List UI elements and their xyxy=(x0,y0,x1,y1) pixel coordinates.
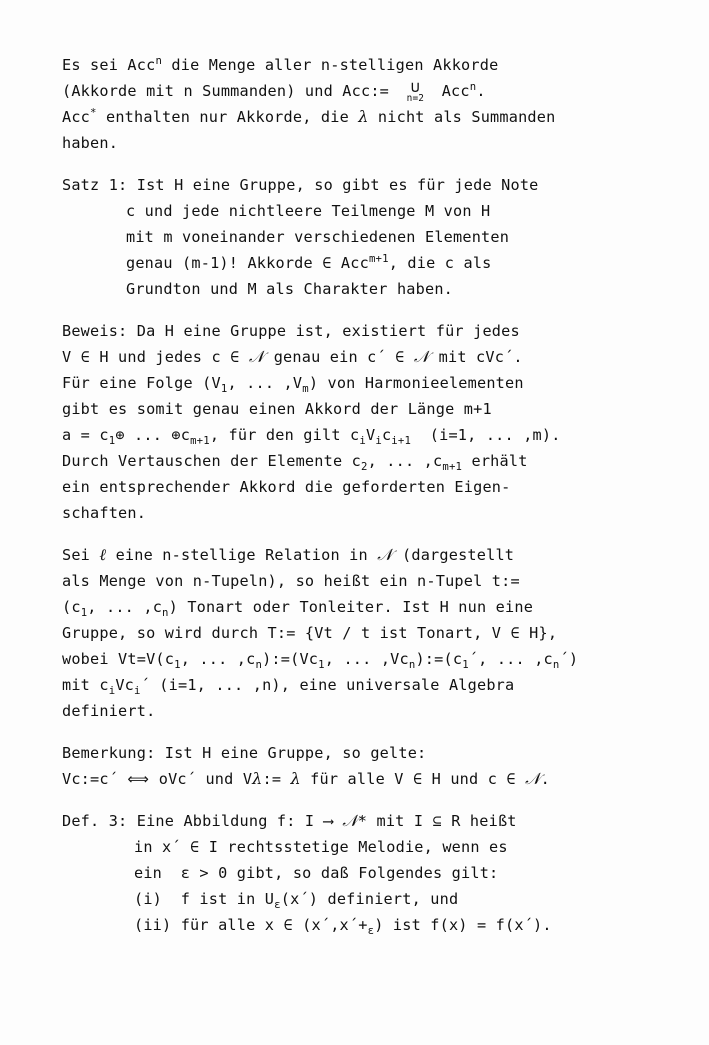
text-run: ein entsprechender Akkord die geforderten Eigen- xyxy=(62,478,511,496)
text-run: als Menge von n-Tupeln), so heißt ein n-Tupel t:= xyxy=(62,572,520,590)
math-symbol: λ xyxy=(290,769,301,788)
subscript: i xyxy=(134,684,141,698)
text-line xyxy=(62,808,662,834)
subscript: i+1 xyxy=(391,434,412,448)
subscript: 1 xyxy=(108,434,116,448)
text-run: ) Tonart oder Tonleiter. Ist H nun eine xyxy=(168,598,534,616)
subscript: n xyxy=(552,658,560,672)
subscript: i xyxy=(359,434,366,448)
math-symbol: 𝒩 xyxy=(342,811,358,830)
text-run: Grundton und M als Charakter haben. xyxy=(126,280,454,298)
text-line xyxy=(62,886,662,912)
math-symbol: 𝒩 xyxy=(413,347,430,366)
math-symbol: λ xyxy=(252,769,263,788)
text-run: (dargestellt xyxy=(392,546,515,564)
text-run: a = c xyxy=(62,426,109,444)
text-line xyxy=(62,594,662,620)
subscript: ε xyxy=(367,924,375,938)
text-run: Vc xyxy=(115,676,135,694)
text-line xyxy=(62,672,662,698)
text-line xyxy=(62,474,662,500)
text-run: , ... ,c xyxy=(87,598,163,616)
subscript: ε xyxy=(274,898,281,912)
math-symbol: ℓ xyxy=(99,545,107,564)
text-run: wobei Vt=V(c xyxy=(62,650,175,668)
superscript: * xyxy=(90,105,97,119)
text-run: ) ist f(x) = f(x´). xyxy=(374,916,552,934)
text-line xyxy=(62,620,662,646)
text-run: Durch Vertauschen der Elemente c xyxy=(62,452,361,470)
text-line xyxy=(62,104,662,130)
text-run: mit m voneinander verschiedenen Elementen xyxy=(126,228,510,246)
text-run: ⊕ ... ⊕c xyxy=(115,426,191,444)
subscript: n xyxy=(255,658,263,672)
text-run: eine n-stellige Relation in xyxy=(106,546,378,564)
superscript: m+1 xyxy=(368,251,389,265)
text-run: c und jede nichtleere Teilmenge M von H xyxy=(126,202,491,220)
math-symbol: λ xyxy=(358,107,369,126)
text-line xyxy=(62,198,662,224)
text-run: , ... ,c xyxy=(180,650,256,668)
text-line xyxy=(62,276,662,302)
text-run: nicht als Summanden xyxy=(368,108,556,126)
text-line xyxy=(62,344,662,370)
text-run: (x´) definiert, und xyxy=(280,890,459,908)
big-union-operator xyxy=(398,76,432,104)
text-run: gibt es somit genau einen Akkord der Länge m+1 xyxy=(62,400,492,418)
text-run: Gruppe, so wird durch T:= {Vt / t ist Tonart, V ∈ H}, xyxy=(62,624,558,642)
text-run: (c xyxy=(62,598,81,616)
text-run: c xyxy=(381,426,392,444)
text-run: V xyxy=(365,426,376,444)
text-line xyxy=(62,250,662,276)
subscript: n xyxy=(408,658,416,672)
text-line xyxy=(62,78,662,104)
text-run: , für den gilt c xyxy=(209,426,360,444)
text-run: Beweis: Da H eine Gruppe ist, existiert für jedes xyxy=(62,322,520,340)
text-run: Für eine Folge (V xyxy=(62,374,221,392)
paragraph-definition-acc xyxy=(62,52,662,156)
paragraph-relation xyxy=(62,542,662,724)
text-run: ´, ... ,c xyxy=(468,650,553,668)
text-line xyxy=(62,422,662,448)
subscript: 1 xyxy=(174,658,181,672)
text-line xyxy=(62,740,662,766)
text-run: , ... ,c xyxy=(367,452,443,470)
text-run: Vc:=c´ ⟺ oVc´ und V xyxy=(62,770,253,788)
text-line xyxy=(62,370,662,396)
text-run: . xyxy=(476,82,486,100)
text-run: ):=(c xyxy=(415,650,463,668)
union-lower-limit: n=2 xyxy=(406,92,425,104)
text-line xyxy=(62,396,662,422)
text-run: für alle V ∈ H und c ∈ xyxy=(300,770,526,788)
paragraph-bemerkung xyxy=(62,740,662,792)
text-run: := xyxy=(262,770,291,788)
math-symbol: 𝒩 xyxy=(248,347,265,366)
text-line xyxy=(62,542,662,568)
superscript: n xyxy=(155,53,163,67)
subscript: m+1 xyxy=(190,434,210,448)
text-line xyxy=(62,912,662,938)
text-run: (Akkorde mit n Summanden) und Acc:= xyxy=(62,82,399,100)
superscript: n xyxy=(469,79,477,93)
text-run: Es sei Acc xyxy=(62,56,156,74)
text-run: mit cVc´. xyxy=(429,348,523,366)
text-run: in x´ ∈ I rechtsstetige Melodie, wenn es xyxy=(134,838,508,856)
paragraph-satz-1 xyxy=(62,172,662,302)
text-run: Acc xyxy=(62,108,91,126)
text-run: haben. xyxy=(62,134,119,152)
math-symbol: 𝒩 xyxy=(377,545,393,564)
text-run: ´ (i=1, ... ,n), eine universale Algebra xyxy=(140,676,515,694)
text-run: V ∈ H und jedes c ∈ xyxy=(62,348,249,366)
text-run: * mit I ⊆ R heißt xyxy=(357,812,517,830)
text-run: genau ein c´ ∈ xyxy=(264,348,414,366)
subscript: m xyxy=(302,382,309,396)
text-line xyxy=(62,646,662,672)
subscript: 2 xyxy=(361,460,368,474)
text-run: , ... ,V xyxy=(227,374,303,392)
document-body xyxy=(62,52,662,954)
text-run: , ... ,Vc xyxy=(324,650,409,668)
text-line xyxy=(62,500,662,526)
subscript: 1 xyxy=(220,382,228,396)
subscript: m+1 xyxy=(442,460,463,474)
text-line xyxy=(62,52,662,78)
text-line xyxy=(62,834,662,860)
text-run: enthalten nur Akkorde, die xyxy=(96,108,359,126)
subscript: i xyxy=(108,684,116,698)
text-line xyxy=(62,448,662,474)
text-run: genau (m-1)! Akkorde ∈ Acc xyxy=(126,254,369,272)
subscript: 1 xyxy=(462,658,469,672)
text-run: erhält xyxy=(462,452,528,470)
union-icon: ∪ xyxy=(410,76,421,96)
text-run: (i) f ist in U xyxy=(134,890,275,908)
text-run: Sei xyxy=(62,546,100,564)
subscript: n xyxy=(162,606,169,620)
subscript: 1 xyxy=(318,658,325,672)
subscript: i xyxy=(375,434,382,448)
subscript: 1 xyxy=(80,606,88,620)
text-run: definiert. xyxy=(62,702,156,720)
paragraph-def-3 xyxy=(62,808,662,938)
text-run: mit c xyxy=(62,676,109,694)
text-run: (ii) für alle x ∈ (x´,x´+ xyxy=(134,916,368,934)
paragraph-beweis xyxy=(62,318,662,526)
text-run: Bemerkung: Ist H eine Gruppe, so gelte: xyxy=(62,744,427,762)
text-run: Def. 3: Eine Abbildung f: I ⟶ xyxy=(62,812,343,830)
text-line xyxy=(62,130,662,156)
text-line xyxy=(62,318,662,344)
text-run: (i=1, ... ,m). xyxy=(411,426,561,444)
text-run: ´) xyxy=(559,650,579,668)
text-run: schaften. xyxy=(62,504,147,522)
text-line xyxy=(62,698,662,724)
text-run: . xyxy=(540,770,550,788)
math-symbol: 𝒩 xyxy=(525,769,541,788)
text-run: die Menge aller n-stelligen Akkorde xyxy=(162,56,499,74)
text-run: Satz 1: Ist H eine Gruppe, so gibt es für jede Note xyxy=(62,176,539,194)
text-run: ) von Harmonieelementen xyxy=(308,374,524,392)
text-run: ein ε > 0 gibt, so daß Folgendes gilt: xyxy=(134,864,499,882)
text-run: , die c als xyxy=(388,254,492,272)
text-line xyxy=(62,766,662,792)
text-line xyxy=(62,568,662,594)
text-run: ):=(Vc xyxy=(262,650,319,668)
text-line xyxy=(62,172,662,198)
text-line xyxy=(62,224,662,250)
text-run: Acc xyxy=(432,82,470,100)
text-line xyxy=(62,860,662,886)
